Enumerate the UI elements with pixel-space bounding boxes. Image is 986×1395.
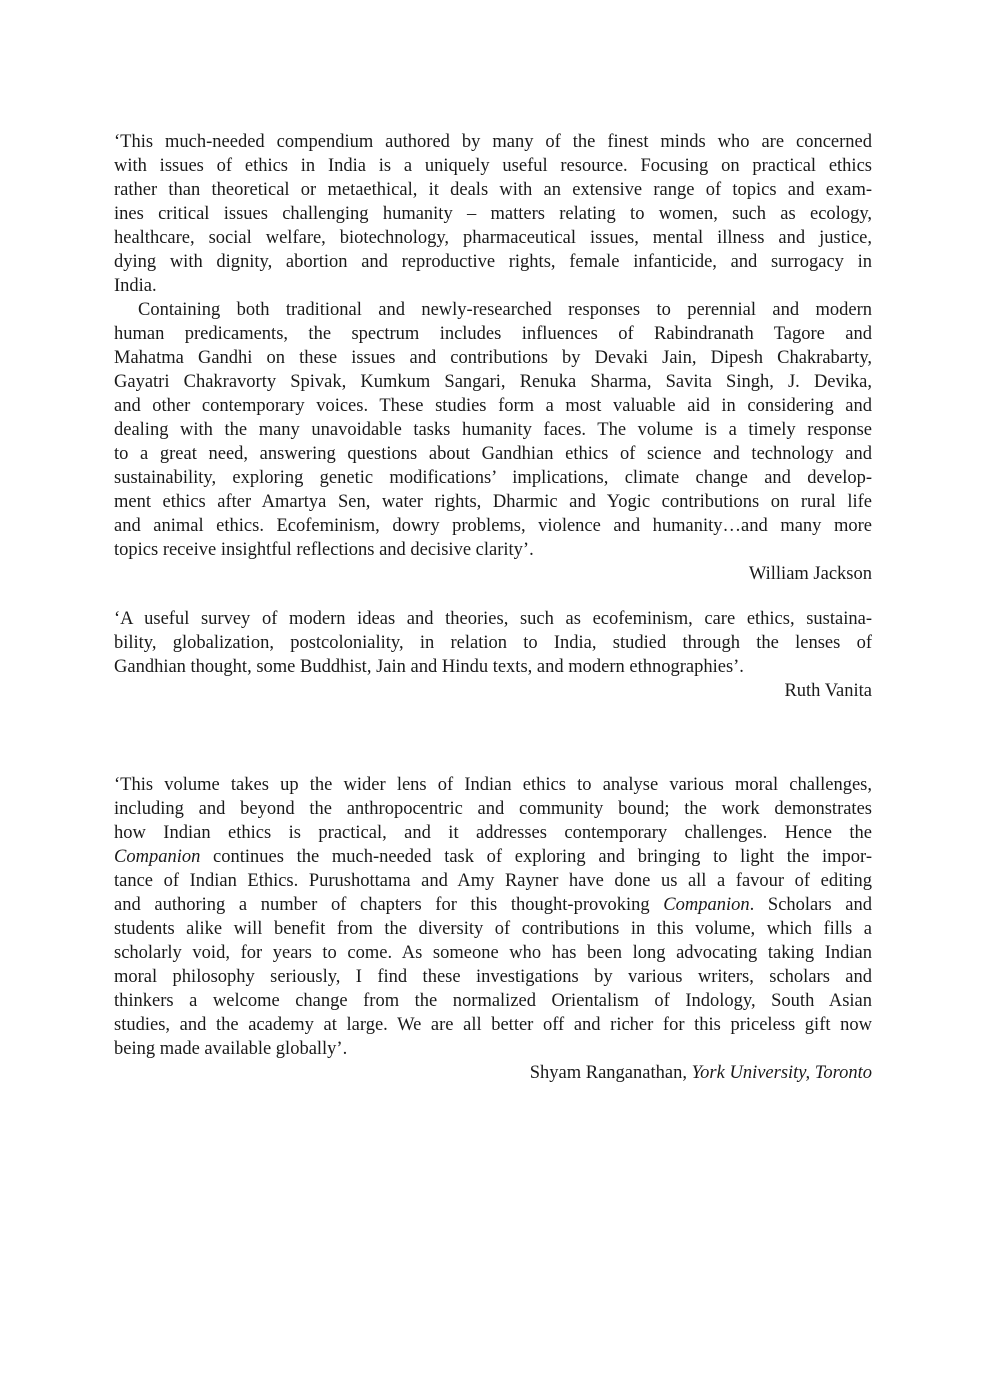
- text-line: thinkers a welcome change from the normalized Orientalism of Indology, South Asian: [114, 991, 872, 1011]
- text-line: dealing with the many unavoidable tasks humanity faces. The volume is a timely response: [114, 420, 872, 440]
- text-line: ment ethics after Amartya Sen, water rights, Dharmic and Yogic contributions on rural life: [114, 492, 872, 512]
- text-line: human predicaments, the spectrum includes influences of Rabindranath Tagore and: [114, 324, 872, 344]
- text-line: topics receive insightful reflections and decisive clarity’.: [114, 540, 534, 560]
- author-name: Ruth Vanita: [784, 681, 872, 701]
- text-line: ‘This volume takes up the wider lens of Indian ethics to analyse various moral challenges,: [114, 775, 872, 795]
- text-line: students alike will benefit from the diversity of contributions in this volume, which fills a: [114, 919, 872, 939]
- author-name: William Jackson: [748, 564, 872, 584]
- text-line: Gandhian thought, some Buddhist, Jain and Hindu texts, and modern ethnographies’.: [114, 657, 744, 677]
- author-affiliation: York University, Toronto: [686, 1063, 872, 1083]
- text-line: India.: [114, 276, 157, 296]
- text-line: ‘This much-needed compendium authored by many of the finest minds who are concerned: [114, 132, 872, 152]
- text-line: healthcare, social welfare, biotechnology, pharmaceutical issues, mental illness and justice,: [114, 228, 872, 248]
- text-line: and other contemporary voices. These studies form a most valuable aid in considering and: [114, 396, 872, 416]
- text-line: ines critical issues challenging humanity – matters relating to women, such as ecology,: [114, 204, 872, 224]
- endorser-name: [114, 562, 872, 586]
- text-line: including and beyond the anthropocentric and community bound; the work demonstrates: [114, 799, 872, 819]
- book-title-italic: Companion: [114, 847, 201, 867]
- text-line: ‘A useful survey of modern ideas and theories, such as ecofeminism, care ethics, sustaina-: [114, 609, 872, 629]
- endorsement-jackson: [114, 130, 872, 586]
- text-line: to a great need, answering questions about Gandhian ethics of science and technology and: [114, 444, 872, 464]
- text-line: being made available globally’.: [114, 1039, 348, 1059]
- text-line: Containing both traditional and newly-researched responses to perennial and modern: [138, 300, 872, 320]
- text-line: how Indian ethics is practical, and it addresses contemporary challenges. Hence the: [114, 823, 872, 843]
- endorser-name: [114, 679, 872, 703]
- text-line-with-italic: Companion continues the much-needed task of exploring and bringing to light the impor-: [114, 847, 872, 867]
- endorser-name: [114, 1061, 872, 1085]
- endorsement-vanita: [114, 607, 872, 703]
- text-line: bility, globalization, postcoloniality, in relation to India, studied through the lenses of: [114, 633, 872, 653]
- text-line-with-italic: and authoring a number of chapters for this thought-provoking Companion. Scholars and: [114, 895, 872, 915]
- text-line: with issues of ethics in India is a uniquely useful resource. Focusing on practical ethics: [114, 156, 872, 176]
- text-line: rather than theoretical or metaethical, it deals with an extensive range of topics and exam-: [114, 180, 872, 200]
- text-line: sustainability, exploring genetic modifications’ implications, climate change and develop-: [114, 468, 872, 488]
- text-line: dying with dignity, abortion and reproductive rights, female infanticide, and surrogacy in: [114, 252, 872, 272]
- text-line: scholarly void, for years to come. As someone who has been long advocating taking Indian: [114, 943, 872, 963]
- text-line: Gayatri Chakravorty Spivak, Kumkum Sangari, Renuka Sharma, Savita Singh, J. Devika,: [114, 372, 872, 392]
- endorsement-ranganathan: [114, 773, 872, 1085]
- text-line: and animal ethics. Ecofeminism, dowry problems, violence and humanity…and many more: [114, 516, 872, 536]
- author-name: Shyam Ranganathan,: [529, 1063, 687, 1083]
- text-line: moral philosophy seriously, I find these investigations by various writers, scholars and: [114, 967, 872, 987]
- text-line: tance of Indian Ethics. Purushottama and Amy Rayner have done us all a favour of editing: [114, 871, 872, 891]
- book-title-italic: Companion: [663, 895, 750, 915]
- text-line: Mahatma Gandhi on these issues and contributions by Devaki Jain, Dipesh Chakrabarty,: [114, 348, 872, 368]
- text-line: studies, and the academy at large. We are all better off and richer for this priceless gift now: [114, 1015, 872, 1035]
